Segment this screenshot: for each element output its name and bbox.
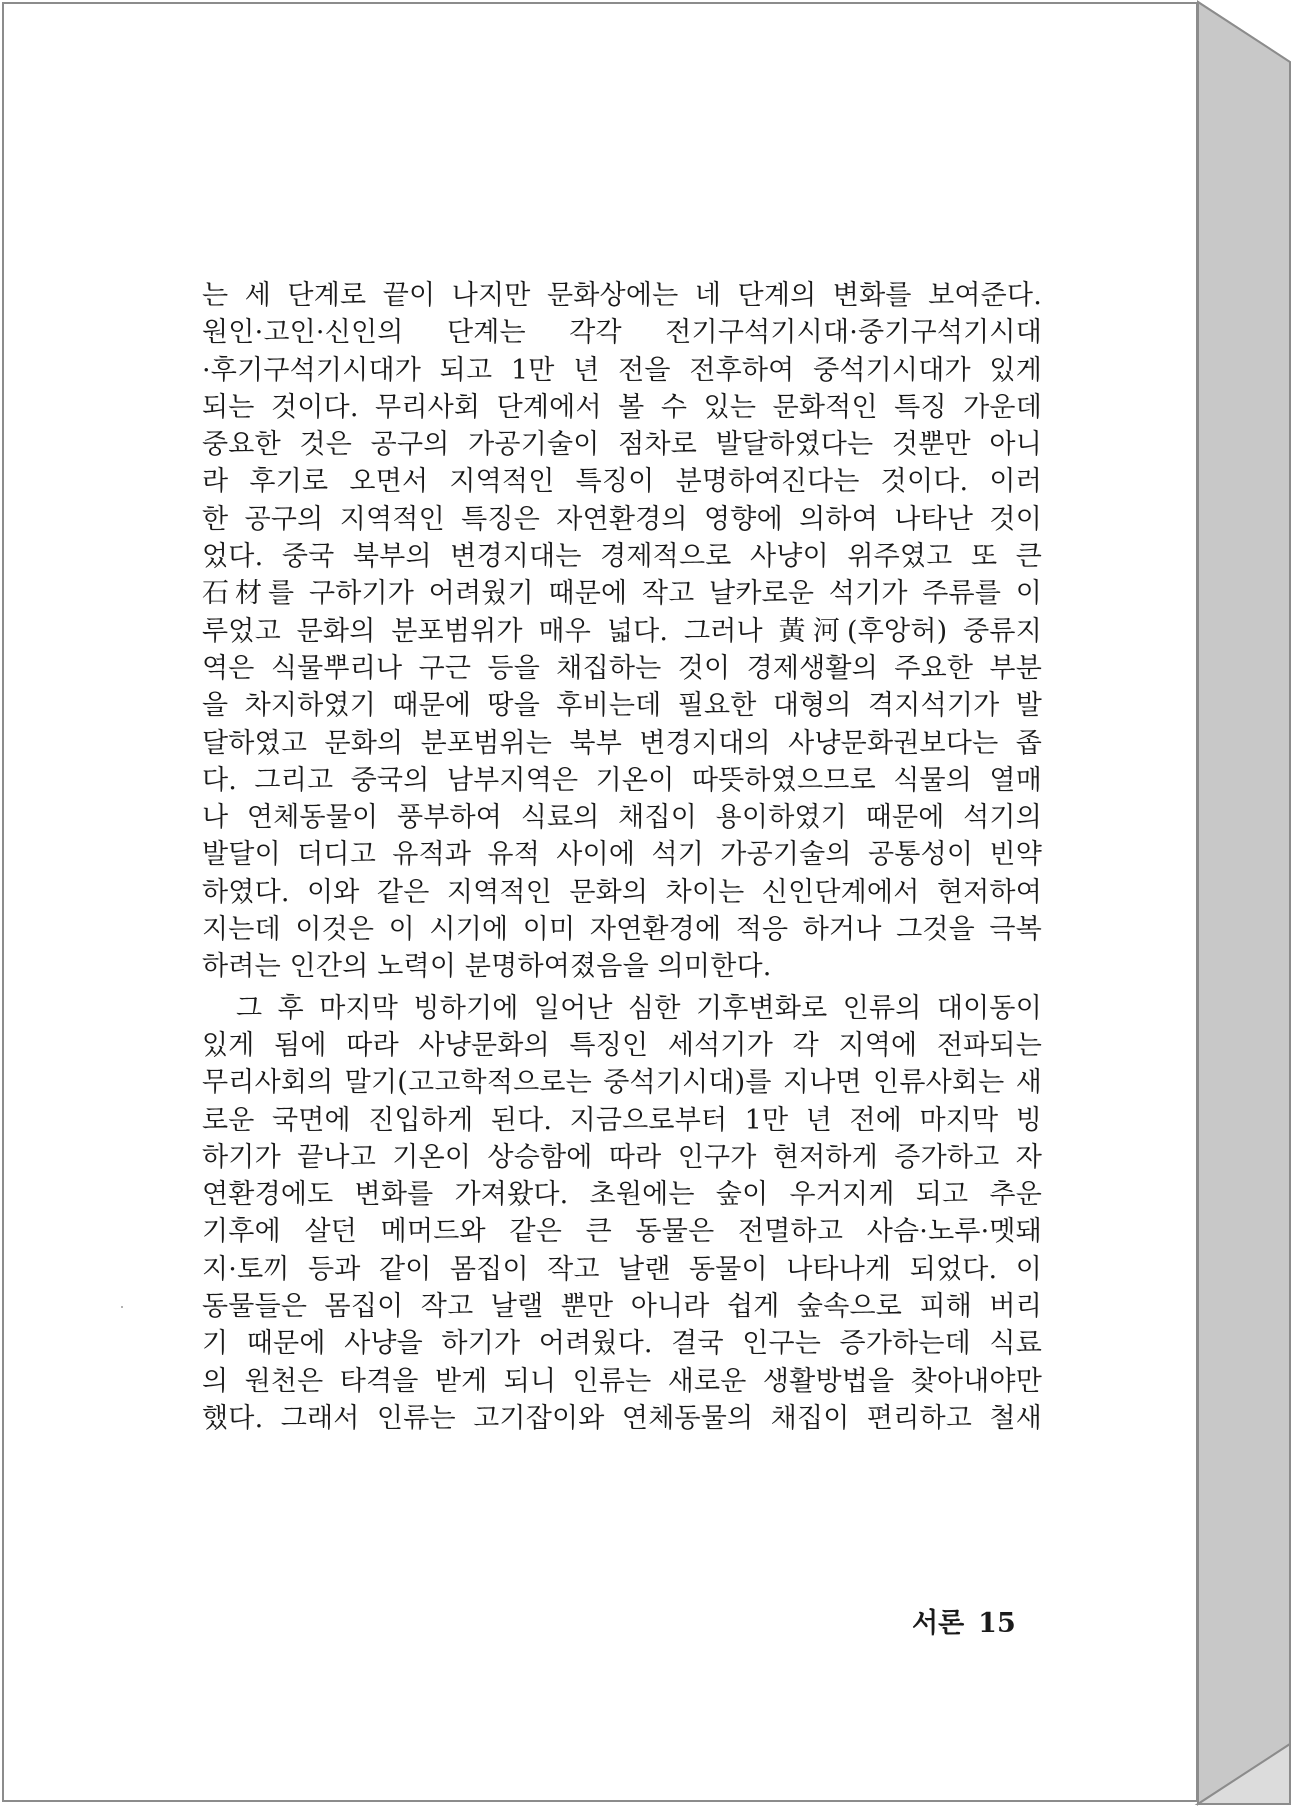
section-title: 서론 [912, 1608, 965, 1639]
text-line: 중요한 것은 공구의 가공기술이 점차로 발달하였다는 것뿐만 아니 [202, 429, 1042, 461]
text-line: 했다. 그래서 인류는 고기잡이와 연체동물의 채집이 편리하고 철새 [202, 1402, 1042, 1434]
text-line: 의 원천은 타격을 받게 되니 인류는 새로운 생활방법을 찾아내야만 [202, 1365, 1042, 1397]
text-line: 기후에 살던 메머드와 같은 큰 동물은 전멸하고 사슴·노루·멧돼 [202, 1216, 1042, 1248]
text-line: ·후기구석기시대가 되고 1만 년 전을 전후하여 중석기시대가 있게 [202, 354, 1042, 386]
book-edge-side [1198, 2, 1290, 1804]
text-line: 한 공구의 지역적인 특징은 자연환경의 영향에 의하여 나타난 것이 [202, 503, 1042, 535]
text-line: 나 연체동물이 풍부하여 식료의 채집이 용이하였기 때문에 석기의 [202, 802, 1042, 834]
page-number: 15 [978, 1608, 1016, 1639]
text-line: 그 후 마지막 빙하기에 일어난 심한 기후변화로 인류의 대이동이 [236, 992, 1042, 1024]
text-line: 연환경에도 변화를 가져왔다. 초원에는 숲이 우거지게 되고 추운 [202, 1179, 1042, 1211]
text-line: 기 때문에 사냥을 하기가 어려웠다. 결국 인구는 증가하는데 식료 [202, 1328, 1042, 1360]
paragraph-2 [202, 990, 1042, 1438]
text-line: 石材를 구하기가 어려웠기 때문에 작고 날카로운 석기가 주류를 이 [202, 578, 1042, 610]
page-footer [912, 1601, 1016, 1640]
text-line: 는 세 단계로 끝이 나지만 문화상에는 네 단계의 변화를 보여준다. [202, 280, 1042, 311]
text-line: 원인·고인·신인의 단계는 각각 전기구석기시대·중기구석기시대 [202, 317, 1042, 349]
text-line: 다. 그리고 중국의 남부지역은 기온이 따뜻하였으므로 식물의 열매 [202, 764, 1042, 796]
text-line: 지는데 이것은 이 시기에 이미 자연환경에 적응 하거나 그것을 극복 [202, 914, 1042, 946]
text-line: 로운 국면에 진입하게 된다. 지금으로부터 1만 년 전에 마지막 빙 [202, 1104, 1042, 1136]
text-line: 루었고 문화의 분포범위가 매우 넓다. 그러나 黃河(후앙허) 중류지 [202, 615, 1042, 647]
text-line: 었다. 중국 북부의 변경지대는 경제적으로 사냥이 위주였고 또 큰 [202, 541, 1042, 573]
text-line: 역은 식물뿌리나 구근 등을 채집하는 것이 경제생활의 주요한 부분 [202, 652, 1042, 684]
text-line: 라 후기로 오면서 지역적인 특징이 분명하여진다는 것이다. 이러 [202, 466, 1042, 498]
body-text [202, 277, 1042, 1437]
text-line: 있게 됨에 따라 사냥문화의 특징인 세석기가 각 지역에 전파되는 [202, 1029, 1042, 1061]
text-line: 동물들은 몸집이 작고 날랠 뿐만 아니라 쉽게 숲속으로 피해 버리 [202, 1291, 1042, 1323]
text-line: 지·토끼 등과 같이 몸집이 작고 날랜 동물이 나타나게 되었다. 이 [202, 1253, 1042, 1285]
text-line: 발달이 더디고 유적과 유적 사이에 석기 가공기술의 공통성이 빈약 [202, 839, 1042, 871]
text-line: 하였다. 이와 같은 지역적인 문화의 차이는 신인단계에서 현저하여 [202, 876, 1042, 908]
text-line: 하려는 인간의 노력이 분명하여졌음을 의미한다. [202, 951, 772, 983]
scan-speck [121, 1306, 123, 1308]
paragraph-1 [202, 277, 1042, 986]
book-page [2, 2, 1198, 1802]
text-line: 달하였고 문화의 분포범위는 북부 변경지대의 사냥문화권보다는 좁 [202, 727, 1042, 759]
text-line: 하기가 끝나고 기온이 상승함에 따라 인구가 현저하게 증가하고 자 [202, 1141, 1042, 1173]
text-line: 을 차지하였기 때문에 땅을 후비는데 필요한 대형의 격지석기가 발 [202, 690, 1042, 722]
text-line: 무리사회의 말기(고고학적으로는 중석기시대)를 지나면 인류사회는 새 [202, 1067, 1042, 1099]
text-line: 되는 것이다. 무리사회 단계에서 볼 수 있는 문화적인 특징 가운데 [202, 391, 1042, 423]
